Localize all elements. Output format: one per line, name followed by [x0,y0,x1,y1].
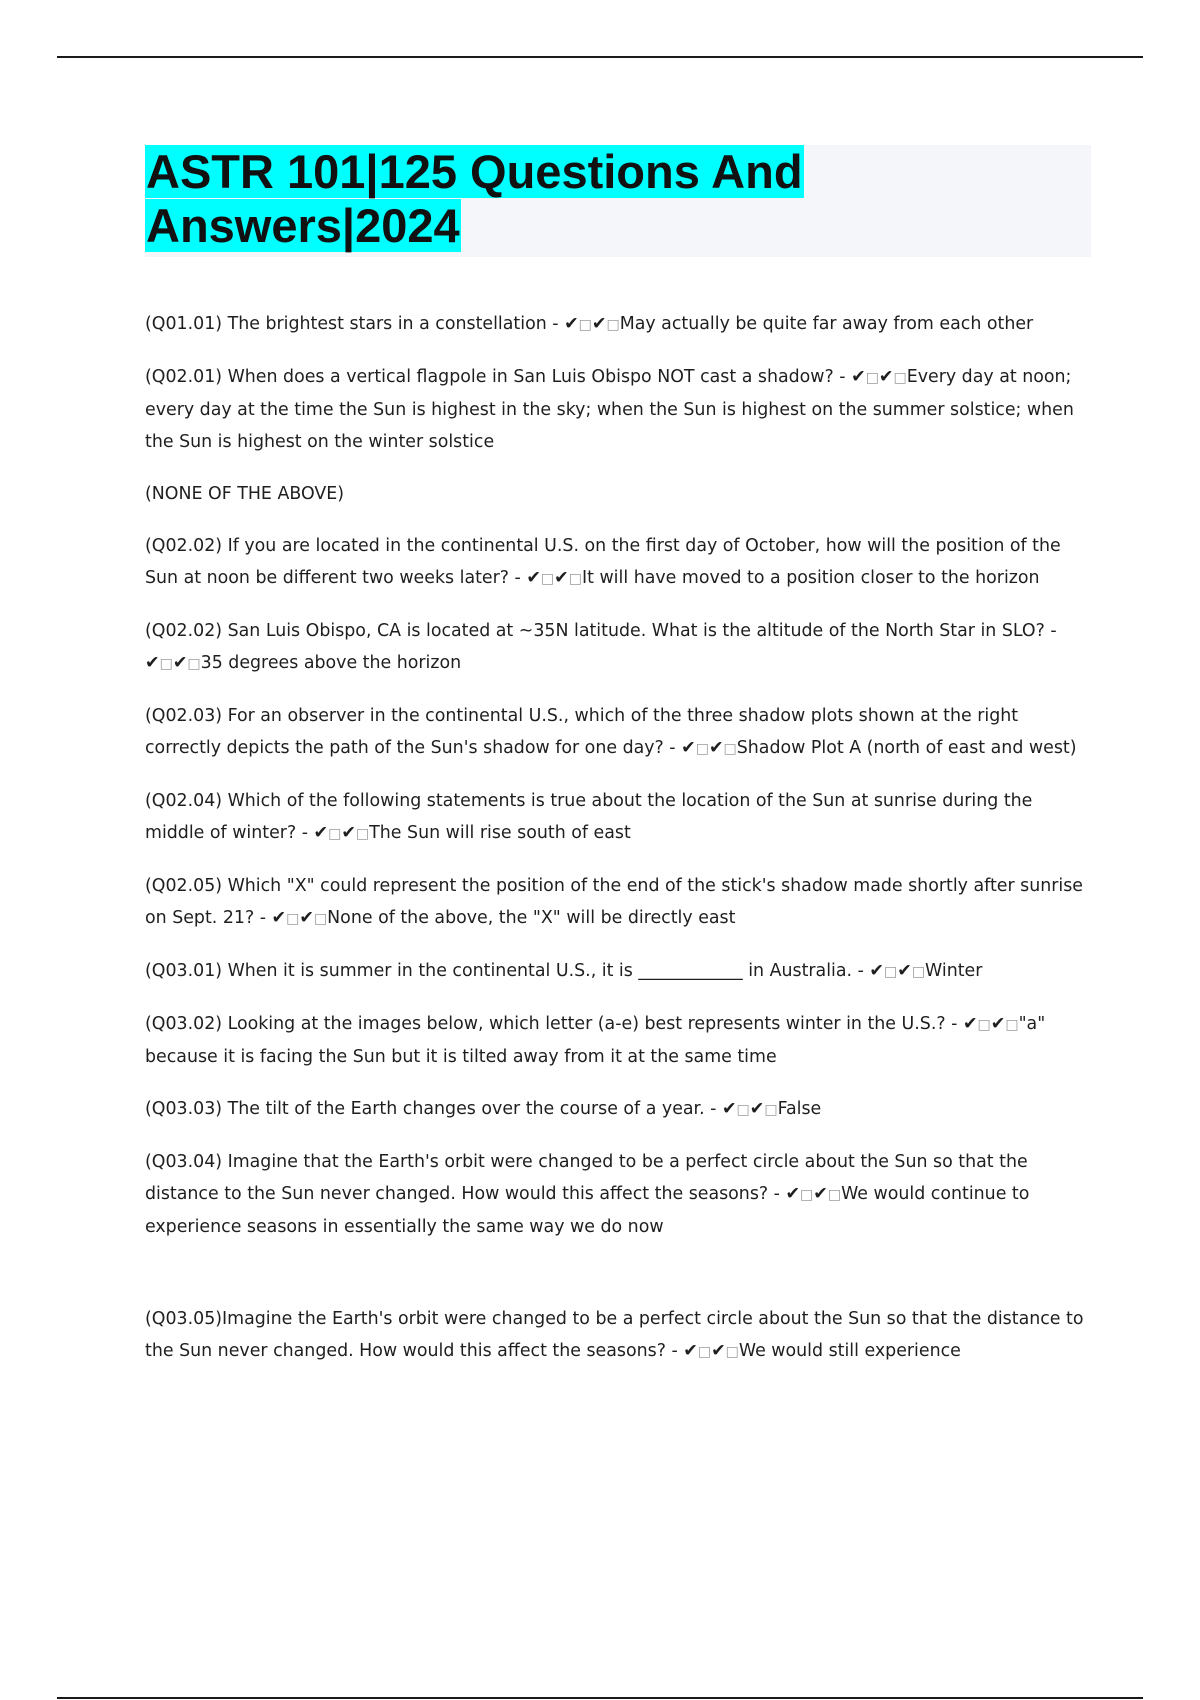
separator: - [704,1099,722,1119]
question-text: (Q03.03) The tilt of the Earth changes over the course of a year. [145,1099,705,1119]
box-icon: □ [606,317,620,333]
question-text: (Q02.05) Which "X" could represent the position of the end of the stick's shadow made shortly after sunrise on Sept. 21? [145,876,1083,928]
check-icon: ✔ [683,1341,698,1361]
answer-text: Shadow Plot A (north of east and west) [736,738,1077,758]
qa-item-q02-05 [145,870,1085,935]
check-icon: ✔ [711,1341,726,1361]
box-icon: □ [736,1102,750,1118]
separator: - [665,1341,684,1361]
check-icon: ✔ [749,1099,765,1119]
qa-list [145,308,1085,1388]
box-icon: □ [187,656,201,672]
qa-item-q02-04 [145,785,1085,850]
box-icon: □ [355,826,370,842]
title-line-1: ASTR 101|125 Questions And [146,145,803,198]
check-icon: ✔ [813,1184,828,1204]
answer-text: It will have moved to a position closer to the horizon [581,568,1040,588]
qa-item-q01-01 [145,308,1085,341]
box-icon: □ [884,964,898,980]
qa-item-q03-01 [145,955,1085,988]
answer-text: 35 degrees above the horizon [200,653,462,673]
answer-text: May actually be quite far away from each other [619,314,1034,334]
check-icon: ✔ [313,823,329,843]
bottom-rule [57,1697,1143,1699]
answer-text: We would still experience [738,1341,961,1361]
check-icon: ✔ [851,367,866,387]
check-icon: ✔ [708,738,724,758]
qa-item-q03-02 [145,1008,1085,1073]
spacer [145,1263,1085,1303]
box-icon: □ [725,1344,739,1360]
note-none-of-the-above: (NONE OF THE ABOVE) [145,484,345,504]
check-icon: ✔ [897,961,912,981]
box-icon: □ [865,370,879,386]
separator: - [663,738,682,758]
box-icon: □ [764,1102,778,1118]
box-icon: □ [893,370,907,386]
answer-text: Winter [925,961,983,981]
separator: - [768,1184,786,1204]
check-icon: ✔ [271,908,287,928]
question-text: (Q03.05)Imagine the Earth's orbit were changed to be a perfect circle about the Sun so that the distance to the Sun never changed. How would this affect the seasons? [145,1309,1084,1361]
qa-item-q03-03 [145,1093,1085,1126]
question-text: (Q03.04) Imagine that the Earth's orbit were changed to be a perfect circle about the Sun so that the distance to the Sun never changed. How would this affect the seasons? [145,1152,1028,1204]
box-icon: □ [697,1344,712,1360]
box-icon: □ [723,741,737,757]
document-title [145,145,804,253]
question-text: (Q01.01) The brightest stars in a constellation [145,314,547,334]
check-icon: ✔ [681,738,696,758]
box-icon: □ [578,317,592,333]
separator: - [509,568,527,588]
box-icon: □ [977,1017,991,1033]
box-icon: □ [313,911,328,927]
check-icon: ✔ [341,823,356,843]
qa-item-q02-02a [145,530,1085,595]
check-icon: ✔ [990,1014,1006,1034]
check-icon: ✔ [145,653,160,673]
box-icon: □ [695,741,709,757]
box-icon: □ [540,571,555,587]
check-icon: ✔ [172,653,188,673]
separator: - [254,908,272,928]
answer-text: None of the above, the "X" will be directly east [327,908,736,928]
box-icon: □ [800,1187,814,1203]
question-text: (Q02.02) If you are located in the continental U.S. on the first day of October, how will the position of the Sun at noon be different two weeks later? [145,536,1061,588]
separator: - [546,314,565,334]
box-icon: □ [911,964,926,980]
qa-item-q03-05 [145,1303,1085,1368]
top-rule [57,56,1143,58]
check-icon: ✔ [869,961,884,981]
question-text: (Q03.02) Looking at the images below, which letter (a-e) best represents winter in the U.S.? [145,1014,946,1034]
check-icon: ✔ [564,314,579,334]
qa-item-q03-04 [145,1146,1085,1243]
question-text: (Q02.01) When does a vertical flagpole in San Luis Obispo NOT cast a shadow? [145,367,834,387]
qa-item-q02-01 [145,361,1085,458]
check-icon: ✔ [785,1184,801,1204]
check-icon: ✔ [962,1014,978,1034]
separator: - [833,367,852,387]
answer-text: False [777,1099,822,1119]
check-icon: ✔ [878,367,894,387]
box-icon: □ [827,1187,842,1203]
question-text: (Q02.02) San Luis Obispo, CA is located at ~35N latitude. What is the altitude of the North Star in SLO? [145,621,1045,641]
answer-text: Every day at noon; every day at the time the Sun is highest in the sky; when the Sun is highest on the summer solstice; when the Sun is highest on the winter solstice [145,367,1074,452]
check-icon: ✔ [554,568,569,588]
check-icon: ✔ [526,568,541,588]
question-text: (Q02.04) Which of the following statements is true about the location of the Sun at sunrise during the middle of winter? [145,791,1033,843]
answer-text: "a" because it is facing the Sun but it is tilted away from it at the same time [145,1014,1046,1067]
check-icon: ✔ [721,1099,737,1119]
separator: - [1044,621,1057,641]
check-icon: ✔ [299,908,314,928]
check-icon: ✔ [591,314,607,334]
separator: - [296,823,314,843]
box-icon: □ [328,826,342,842]
separator: - [945,1014,963,1034]
box-icon: □ [286,911,300,927]
qa-item-q02-02b [145,615,1085,680]
separator: - [852,961,870,981]
title-line-2: Answers|2024 [146,199,460,252]
qa-item-q02-03 [145,700,1085,765]
box-icon: □ [568,571,582,587]
question-text: (Q03.01) When it is summer in the continental U.S., it is ____________ in Australia. [145,961,853,981]
question-text: (Q02.03) For an observer in the continental U.S., which of the three shadow plots shown at the right correctly depicts the path of the Sun's shadow for one day? [145,706,1019,758]
box-icon: □ [1005,1017,1019,1033]
answer-text: We would continue to experience seasons in essentially the same way we do now [145,1184,1030,1237]
box-icon: □ [159,656,173,672]
answer-text: The Sun will rise south of east [369,823,631,843]
